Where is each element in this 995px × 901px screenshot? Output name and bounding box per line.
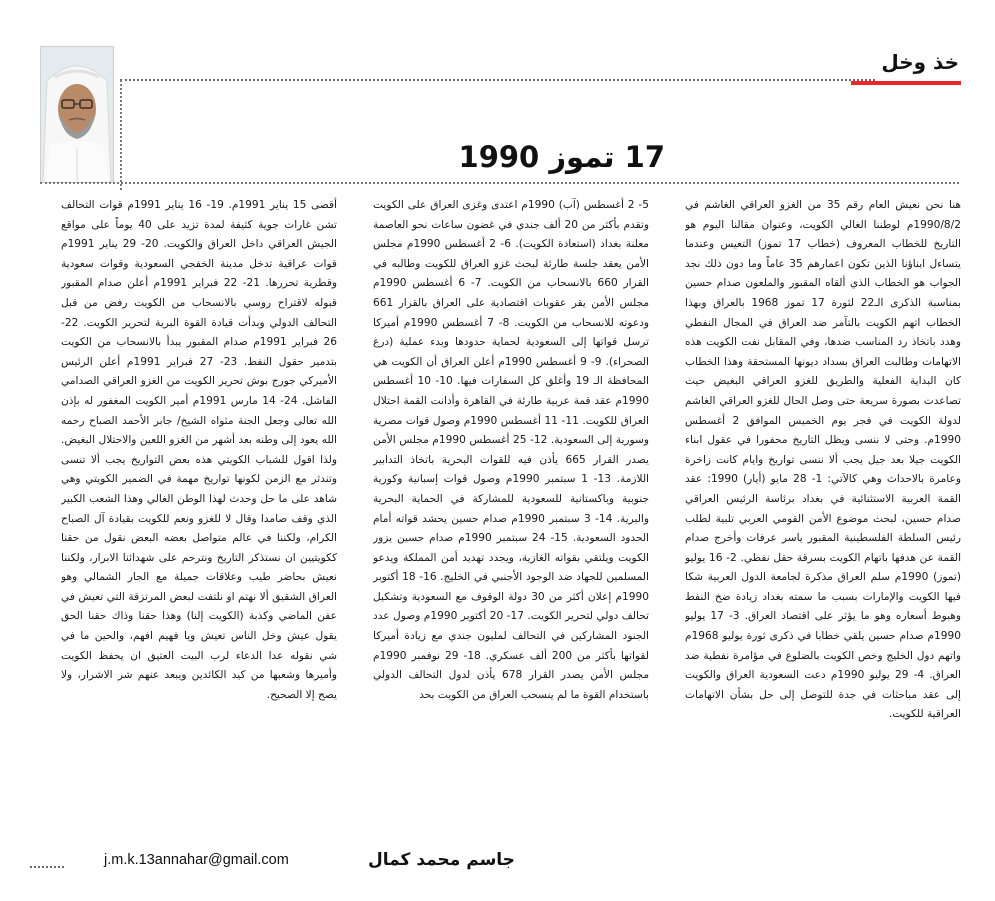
section-title: خذ وخل [881,50,959,74]
author-photo [40,46,114,183]
column-3-text: أقصى 15 يناير 1991م. 19- 16 يناير 1991م قوات التحالف تشن غارات جوية كثيفة لمدة تزيد على 40 يوماً على مواقع الجيش العراقي داخل العراق والكويت. 20- 29 يناير 1991م قوات عراقية تدخل مدينة الخفجي السعودية وقوات سعودية وقطرية تحررها. 21- 22 فبراير 1991م أعلن صدام المقبور قبوله لاقتراح روسي بالانسحاب من الكويت رفض من قبل التحالف الدولي وبدأت قيادة القوة البرية لتحرير الكويت. 22- 26 فبراير 1991م صدام المقبور يبدأ بالانسحاب من الكويت بتدمير حقول النفط. 23- 27 فبراير 1991م أعلن الرئيس الأميركي جورج بوش تحرير الكويت من الغزو العراقي الصدامي الفاشل. 24- 14 مارس 1991م أمير الكويت المغفور له بإذن الله تعالى وجعل الجنة مثواه الشيخ/ جابر الأحمد الصباح رحمه الله يعود إلى وطنه بعد أشهر من الغزو اللعين والاحتلال البغيض. ولذا اقول للشباب الكويتي هذه بعض التواريخ يجب ألا تنسى وتندثر مع الزمن لكونها تواريخ مهمة في الضمير الكويتي وهي شاهد على ما حل وحدث لهذا الوطن الغالي وهذا الشعب الكبير الذي وقف صامدا وقال لا للغزو ونعم للكويت بقيادة آل الصباح الكرام، ولكننا في عالم متواصل بعضه البعض نقول من حقنا ككويتيين ان نستذكر التاريخ ونترحم على شهدائنا الابرار، ولكننا نعيش بحاضر طيب وعلاقات جميلة مع الجار الشمالي وهو العراق الشقيق ألا نهتم او نلتفت لبعض المرتزقة التي تعيش في عفن الماضي وكذبة (الكويت إلنا) وهذا حقنا وذاك حقنا الحق يقول عيش وخل الناس تعيش ويا فهيم افهم، والحين ما في شي نقوله عدا الدعاء لرب البيت العتيق ان يحفظ الكويت وأميرها وشعبها من كيد الكائدين ويبعد عنهم شر الاشرار، ولا يصح إلا الصحيح. [61,199,337,701]
author-signature: جاسم محمد كمال [368,850,515,870]
article-column-2 [373,196,649,832]
header-dotted-divider [120,79,875,81]
article-column-3 [61,196,337,832]
author-email[interactable]: j.m.k.13annahar@gmail.com [104,852,289,868]
photo-dotted-divider [120,80,122,190]
body-dotted-divider [40,182,959,184]
footer-dotted-divider [30,866,64,868]
article-headline: 17 تموز 1990 [458,140,665,174]
column-1-text: هنا نحن نعيش العام رقم 35 من الغزو العراقي الغاشم في 1990/8/2م لوطننا الغالي الكويت، وعنوان مقالنا اليوم هو التاريخ للخطاب المعروف (خطاب 17 تموز) التعيس وعندما يتساءل ابناؤنا الذين تكون اعمارهم 35 عاماً وما دون ذلك نجد الجواب هو الخطاب الذي ألقاه المقبور والملعون صدام حسين بمناسبة الذكرى الـ22 لثورة 17 تموز 1968 بالعراق وبهذا الخطاب اتهم الكويت بالتآمر ضد العراق في المجال النفطي وهدد باتخاذ رد المناسب ضدها، وفي المقابل نفت الكويت هذه الاتهامات وطالبت العراق بسداد ديونها المستحقة وهذا الخطاب كان البداية الفعلية والطريق للغزو العراقي البغيض حيث تصاعدت بصورة سريعة حتى وصل الحال للغزو العراقي الغاشم لدولة الكويت في فجر يوم الخميس الموافق 2 أغسطس 1990م. وحتى لا ننسى ويظل التاريخ محفورا في عقول ابناء الكويت جيلا بعد جيل يجب ألا ننسى تواريخ وايام كانت زاخرة وعامرة بالاحداث وهي كالآتي: 1- 28 مايو (أيار) 1990: عقد القمة العربية الاستثنائية في بغداد برئاسة الرئيس العراقي صدام حسين، لبحث موضوع الأمن القومي العربي تلبية لطلب رئيس السلطة الفلسطينية المقبور ياسر عرفات وأخرج صدام القمة عن هدفها باتهام الكويت بسرقة حقل نفطي. 2- 16 يوليو (تموز) 1990م سلم العراق مذكرة لجامعة الدول العربية شكا فيها الكويت والإمارات بسبب ما سمته بغداد زيادة ضخ النفط وهبوط أسعاره وهو ما يؤثر على اقتصاد العراق. 3- 17 يوليو 1990م صدام حسين يلقي خطابا في ذكرى ثورة يوليو 1968م واتهم دول الخليج وخص الكويت بالضلوع في مؤامرة نفطية ضد العراق. 4- 29 يوليو 1990م دعت السعودية العراق والكويت إلى عقد مباحثات في جدة للتوصل إلى حل بشأن الاتهامات العراقية للكويت. [685,199,961,721]
article-column-1 [685,196,961,832]
column-2-text: 5- 2 أغسطس (آب) 1990م اعتدى وغزى العراق على الكويت وتقدم بأكثر من 20 ألف جندي في غضون ساعات نحو العاصمة معلنة بغداد (استعادة الكويت). 6- 2 أغسطس 1990م مجلس الأمن يعقد جلسة طارئة لبحث غزو العراق للكويت وطالبه في القرار 660 بالانسحاب من الكويت. 7- 6 أغسطس 1990م مجلس الأمن يقر عقوبات اقتصادية على العراق بالقرار 661 ودعوته للانسحاب من الكويت. 8- 7 أغسطس 1990م أميركا ترسل قواتها إلى السعودية لحماية حدودها وبدء عملية (درع الصحراء). 9- 9 أغسطس 1990م أعلن العراق أن الكويت هي المحافظة الـ 19 وأغلق كل السفارات فيها. 10- 10 أغسطس 1990م عقد قمة عربية طارئة في القاهرة وأدانت القمة احتلال العراق للكويت. 11- 11 أغسطس 1990م وصول قوات مصرية وسورية إلى السعودية. 12- 25 أغسطس 1990م مجلس الأمن يصدر القرار 665 يأذن فيه للقوات البحرية باتخاذ التدابير اللازمة. 13- 1 سبتمبر 1990م وصول قوات إسبانية وكورية جنوبية وباكستانية للسعودية للمشاركة في الحماية البحرية والبرية. 14- 3 سبتمبر 1990م صدام حسين يحشد قواته أمام الحدود السعودية. 15- 24 سبتمبر 1990م صدام حسين يزور الكويت ويلتقي بقواته الغازية، ويجدد تهديد أمن المملكة ويدعو المسلمين للجهاد ضد الوجود الأجنبي في الخليج. 16- 18 أكتوبر 1990م إعلان أكثر من 30 دولة الوقوف مع السعودية وتشكيل تحالف دولي لتحرير الكويت. 17- 20 أكتوبر 1990م وصول عدد الجنود المشاركين في التحالف لمليون جندي مع زيادة أميركا لقواتها بأكثر من 200 ألف عسكري. 18- 29 نوفمبر 1990م مجلس الأمن يصدر القرار 678 يأذن لدول التحالف الدولي باستخدام القوة ما لم ينسحب العراق من الكويت بحد [373,199,649,701]
section-accent-bar [851,81,961,85]
